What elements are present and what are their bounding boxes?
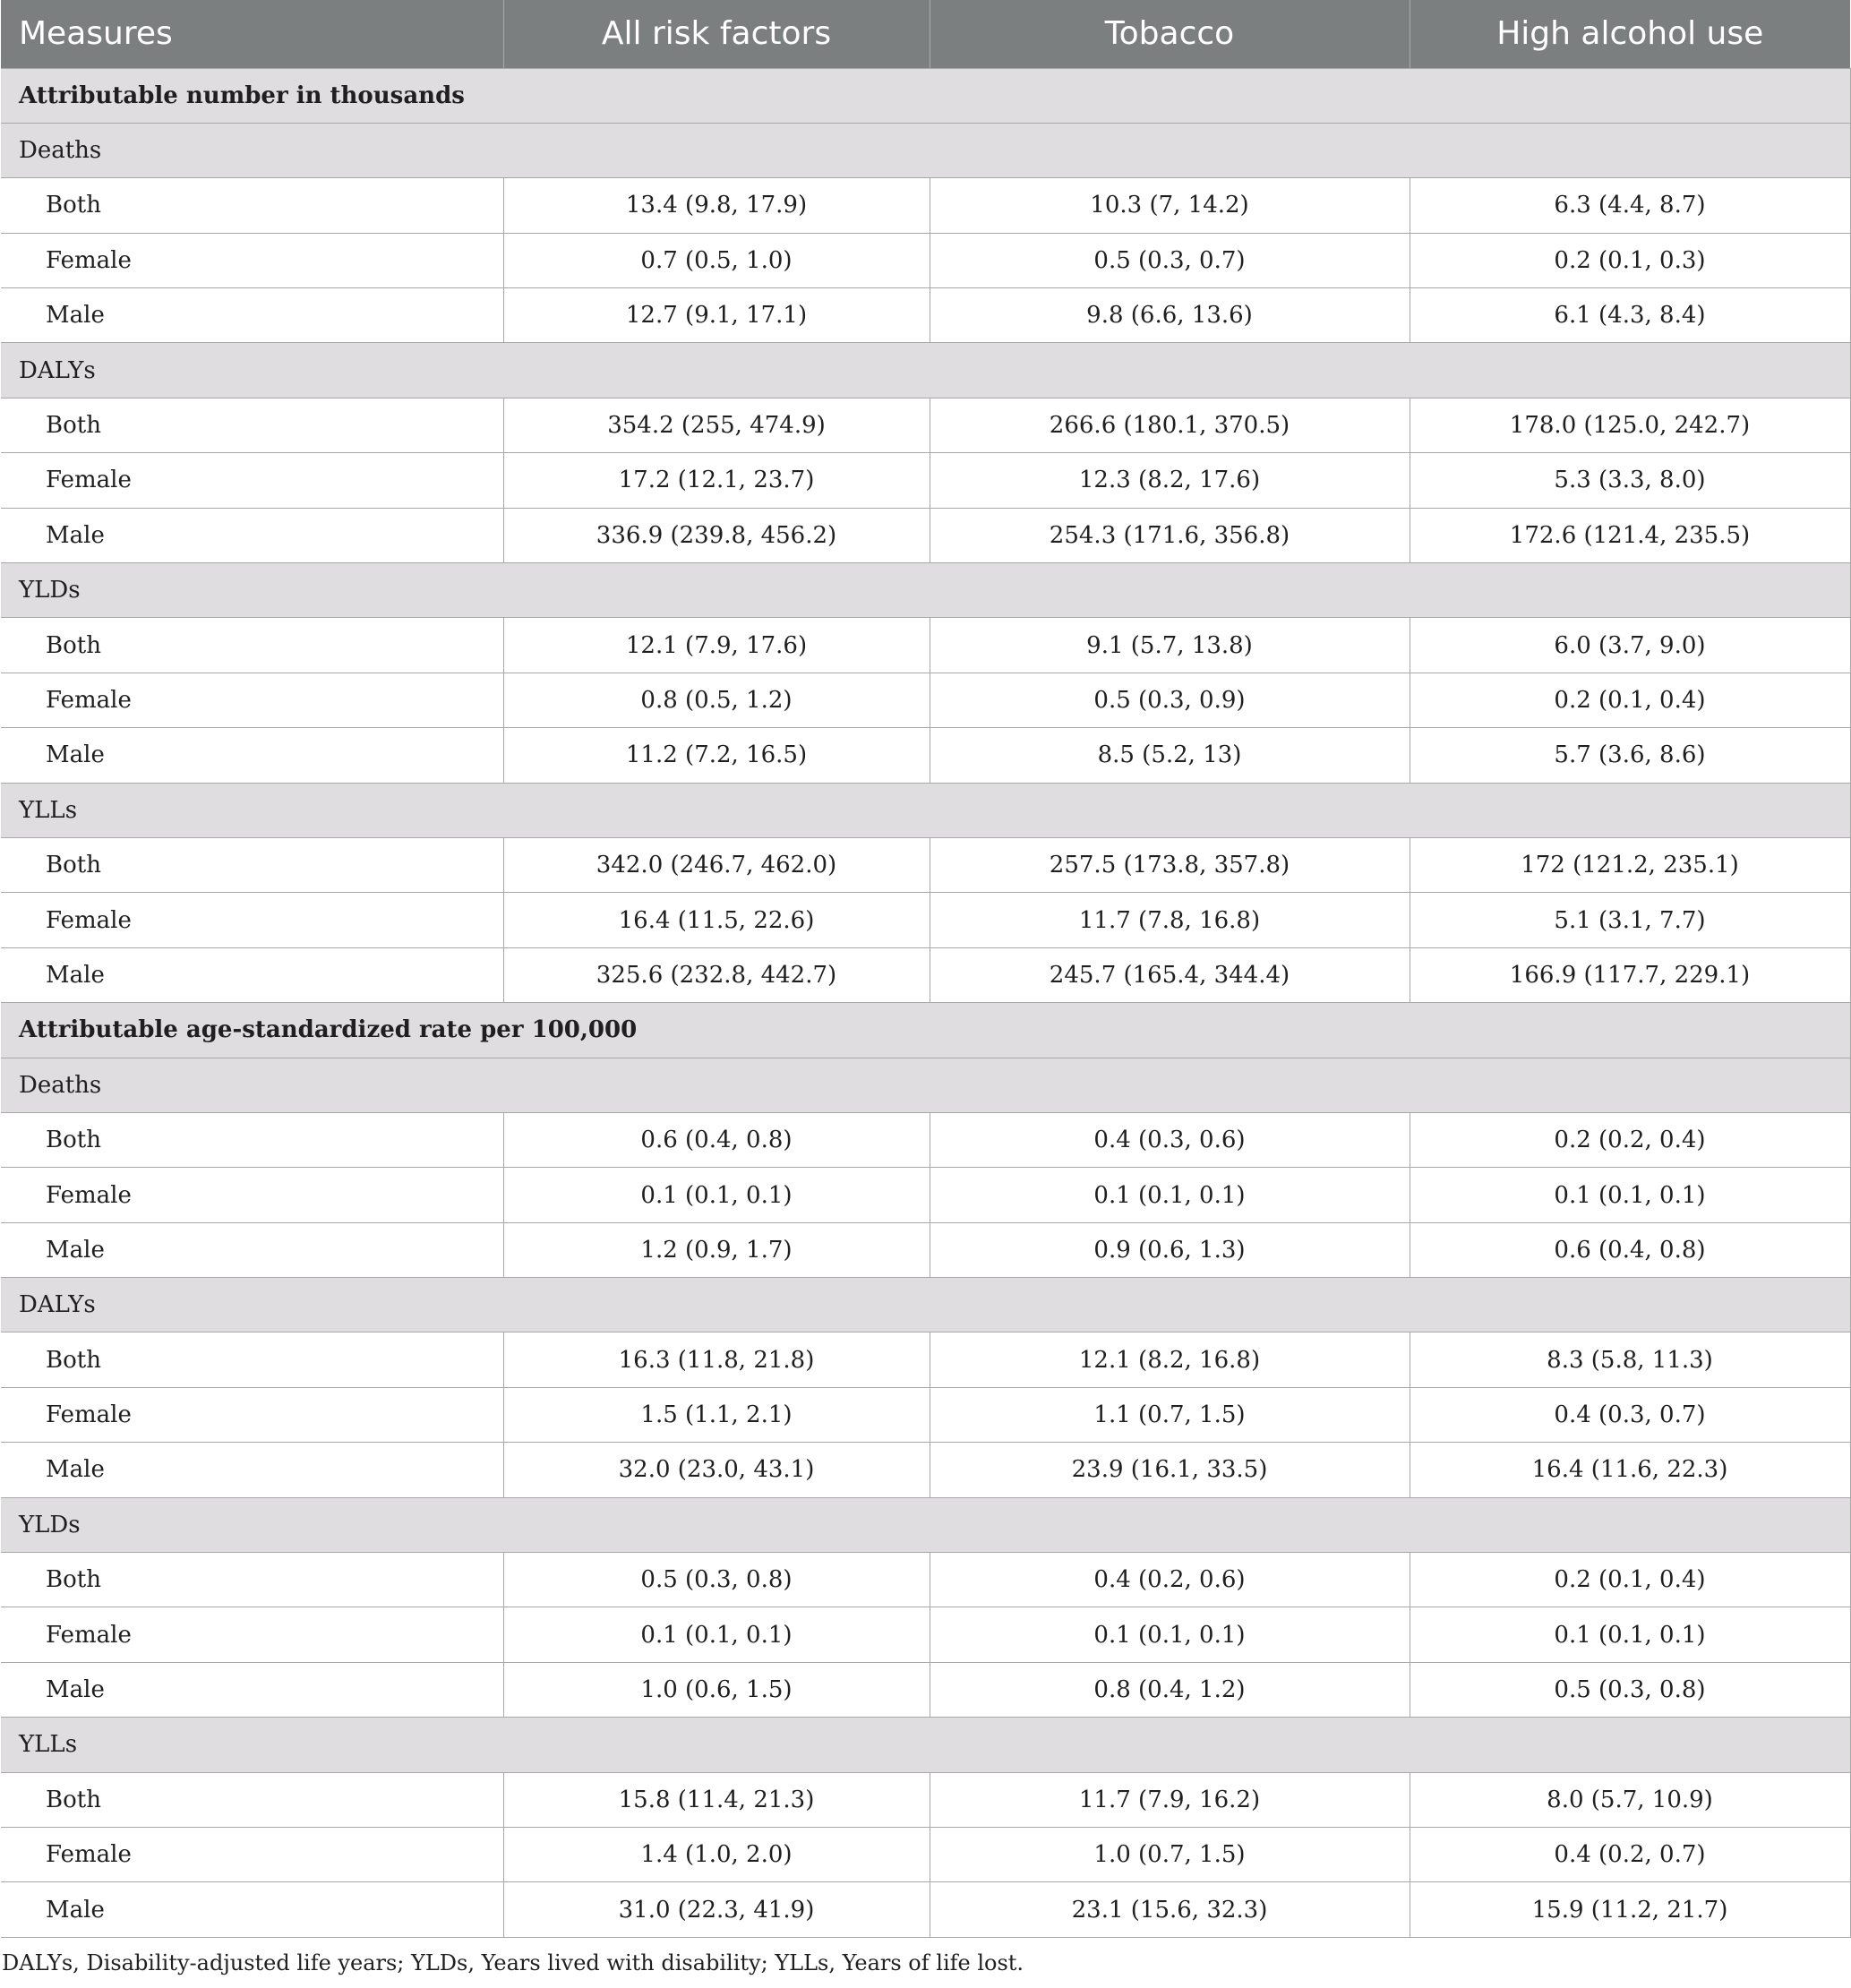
row-label: Female <box>1 673 503 727</box>
table-row <box>1 1112 1850 1167</box>
table-cell: 8.3 (5.8, 11.3) <box>1410 1332 1850 1387</box>
table-cell: 245.7 (165.4, 344.4) <box>930 947 1410 1002</box>
table-cell: 12.7 (9.1, 17.1) <box>503 288 930 343</box>
table-cell: 0.2 (0.1, 0.4) <box>1410 1553 1850 1607</box>
table-cell: 1.0 (0.7, 1.5) <box>930 1828 1410 1882</box>
table-cell: 0.5 (0.3, 0.9) <box>930 673 1410 727</box>
measure-label: YLLs <box>1 1718 1850 1772</box>
table-cell: 11.2 (7.2, 16.5) <box>503 728 930 783</box>
table-cell: 31.0 (22.3, 41.9) <box>503 1882 930 1937</box>
row-label: Female <box>1 1607 503 1662</box>
table-cell: 32.0 (23.0, 43.1) <box>503 1443 930 1497</box>
row-label: Male <box>1 1222 503 1277</box>
table-cell: 11.7 (7.8, 16.8) <box>930 893 1410 947</box>
table-cell: 254.3 (171.6, 356.8) <box>930 508 1410 562</box>
row-label: Female <box>1 453 503 508</box>
table-cell: 1.4 (1.0, 2.0) <box>503 1828 930 1882</box>
table-cell: 0.5 (0.3, 0.8) <box>1410 1662 1850 1717</box>
table-body <box>1 68 1850 1937</box>
table-cell: 8.5 (5.2, 13) <box>930 728 1410 783</box>
table-cell: 178.0 (125.0, 242.7) <box>1410 398 1850 452</box>
row-label: Both <box>1 178 503 233</box>
table-row <box>1 618 1850 673</box>
row-label: Male <box>1 1662 503 1717</box>
table-cell: 23.1 (15.6, 32.3) <box>930 1882 1410 1937</box>
row-label: Female <box>1 233 503 287</box>
table-cell: 6.1 (4.3, 8.4) <box>1410 288 1850 343</box>
table-cell: 16.4 (11.6, 22.3) <box>1410 1443 1850 1497</box>
table-cell: 0.4 (0.3, 0.7) <box>1410 1387 1850 1442</box>
table-cell: 10.3 (7, 14.2) <box>930 178 1410 233</box>
section-title: Attributable number in thousands <box>1 68 1850 123</box>
table-cell: 172 (121.2, 235.1) <box>1410 837 1850 892</box>
row-label: Male <box>1 1443 503 1497</box>
table-row <box>1 893 1850 947</box>
table-row <box>1 1662 1850 1717</box>
measure-label: YLLs <box>1 783 1850 837</box>
table-cell: 6.0 (3.7, 9.0) <box>1410 618 1850 673</box>
table-row <box>1 1168 1850 1222</box>
table-cell: 5.3 (3.3, 8.0) <box>1410 453 1850 508</box>
table-cell: 0.9 (0.6, 1.3) <box>930 1222 1410 1277</box>
table-row <box>1 1882 1850 1937</box>
table-cell: 5.1 (3.1, 7.7) <box>1410 893 1850 947</box>
measure-row <box>1 783 1850 837</box>
table-cell: 5.7 (3.6, 8.6) <box>1410 728 1850 783</box>
table-cell: 12.1 (7.9, 17.6) <box>503 618 930 673</box>
table-row <box>1 1332 1850 1387</box>
header-row <box>1 0 1850 68</box>
column-header-high-alcohol-use: High alcohol use <box>1410 0 1850 68</box>
table-cell: 23.9 (16.1, 33.5) <box>930 1443 1410 1497</box>
table-cell: 0.1 (0.1, 0.1) <box>930 1168 1410 1222</box>
table-row <box>1 1553 1850 1607</box>
table-row <box>1 178 1850 233</box>
table-cell: 166.9 (117.7, 229.1) <box>1410 947 1850 1002</box>
table-cell: 354.2 (255, 474.9) <box>503 398 930 452</box>
table-cell: 325.6 (232.8, 442.7) <box>503 947 930 1002</box>
table-footnote: DALYs, Disability-adjusted life years; YLDs, Years lived with disability; YLLs, Years of life lost. <box>2 1950 1024 1975</box>
measure-row <box>1 123 1850 177</box>
table-cell: 1.1 (0.7, 1.5) <box>930 1387 1410 1442</box>
measure-label: YLDs <box>1 563 1850 618</box>
table-cell: 336.9 (239.8, 456.2) <box>503 508 930 562</box>
table-cell: 266.6 (180.1, 370.5) <box>930 398 1410 452</box>
table-cell: 0.8 (0.5, 1.2) <box>503 673 930 727</box>
table-cell: 8.0 (5.7, 10.9) <box>1410 1772 1850 1827</box>
row-label: Female <box>1 1828 503 1882</box>
table-cell: 0.1 (0.1, 0.1) <box>503 1607 930 1662</box>
measure-label: Deaths <box>1 123 1850 177</box>
measure-label: Deaths <box>1 1058 1850 1112</box>
table-cell: 172.6 (121.4, 235.5) <box>1410 508 1850 562</box>
measure-row <box>1 1497 1850 1552</box>
table-cell: 0.1 (0.1, 0.1) <box>1410 1168 1850 1222</box>
measure-label: DALYs <box>1 343 1850 398</box>
table-row <box>1 1443 1850 1497</box>
table-cell: 0.7 (0.5, 1.0) <box>503 233 930 287</box>
row-label: Both <box>1 1112 503 1167</box>
table-cell: 6.3 (4.4, 8.7) <box>1410 178 1850 233</box>
table-cell: 0.2 (0.2, 0.4) <box>1410 1112 1850 1167</box>
table-cell: 0.6 (0.4, 0.8) <box>503 1112 930 1167</box>
table-header <box>1 0 1850 68</box>
table-cell: 0.2 (0.1, 0.3) <box>1410 233 1850 287</box>
measure-row <box>1 563 1850 618</box>
table-cell: 0.8 (0.4, 1.2) <box>930 1662 1410 1717</box>
table-row <box>1 1828 1850 1882</box>
table-row <box>1 1607 1850 1662</box>
table-cell: 257.5 (173.8, 357.8) <box>930 837 1410 892</box>
table-cell: 0.4 (0.2, 0.7) <box>1410 1828 1850 1882</box>
table-row <box>1 398 1850 452</box>
table-row <box>1 1772 1850 1827</box>
measure-row <box>1 1278 1850 1332</box>
table-cell: 1.5 (1.1, 2.1) <box>503 1387 930 1442</box>
column-header-tobacco: Tobacco <box>930 0 1410 68</box>
table-cell: 9.1 (5.7, 13.8) <box>930 618 1410 673</box>
table-cell: 12.3 (8.2, 17.6) <box>930 453 1410 508</box>
table-cell: 0.4 (0.2, 0.6) <box>930 1553 1410 1607</box>
table-cell: 1.0 (0.6, 1.5) <box>503 1662 930 1717</box>
table-row <box>1 673 1850 727</box>
table-cell: 16.4 (11.5, 22.6) <box>503 893 930 947</box>
table-row <box>1 233 1850 287</box>
row-label: Male <box>1 288 503 343</box>
row-label: Male <box>1 728 503 783</box>
row-label: Male <box>1 508 503 562</box>
table-cell: 15.9 (11.2, 21.7) <box>1410 1882 1850 1937</box>
table-cell: 342.0 (246.7, 462.0) <box>503 837 930 892</box>
row-label: Both <box>1 1553 503 1607</box>
table-row <box>1 837 1850 892</box>
table-row <box>1 453 1850 508</box>
table-cell: 17.2 (12.1, 23.7) <box>503 453 930 508</box>
table-cell: 0.1 (0.1, 0.1) <box>503 1168 930 1222</box>
table-cell: 11.7 (7.9, 16.2) <box>930 1772 1410 1827</box>
row-label: Female <box>1 893 503 947</box>
column-header-all-risk-factors: All risk factors <box>503 0 930 68</box>
row-label: Both <box>1 837 503 892</box>
section-row <box>1 1003 1850 1058</box>
row-label: Both <box>1 1332 503 1387</box>
row-label: Both <box>1 618 503 673</box>
table-cell: 1.2 (0.9, 1.7) <box>503 1222 930 1277</box>
table-cell: 12.1 (8.2, 16.8) <box>930 1332 1410 1387</box>
table-cell: 0.5 (0.3, 0.7) <box>930 233 1410 287</box>
measure-row <box>1 343 1850 398</box>
column-header-measures: Measures <box>1 0 503 68</box>
row-label: Female <box>1 1168 503 1222</box>
table-cell: 0.4 (0.3, 0.6) <box>930 1112 1410 1167</box>
row-label: Male <box>1 947 503 1002</box>
table-cell: 16.3 (11.8, 21.8) <box>503 1332 930 1387</box>
measure-label: DALYs <box>1 1278 1850 1332</box>
table-row <box>1 947 1850 1002</box>
table-row <box>1 288 1850 343</box>
section-title: Attributable age-standardized rate per 100,000 <box>1 1003 1850 1058</box>
table-row <box>1 1387 1850 1442</box>
table-cell: 0.6 (0.4, 0.8) <box>1410 1222 1850 1277</box>
table-cell: 0.5 (0.3, 0.8) <box>503 1553 930 1607</box>
row-label: Both <box>1 398 503 452</box>
table-cell: 9.8 (6.6, 13.6) <box>930 288 1410 343</box>
measure-row <box>1 1718 1850 1772</box>
section-row <box>1 68 1850 123</box>
measure-row <box>1 1058 1850 1112</box>
table-cell: 15.8 (11.4, 21.3) <box>503 1772 930 1827</box>
measure-label: YLDs <box>1 1497 1850 1552</box>
table-cell: 0.1 (0.1, 0.1) <box>930 1607 1410 1662</box>
row-label: Female <box>1 1387 503 1442</box>
row-label: Male <box>1 1882 503 1937</box>
table-cell: 13.4 (9.8, 17.9) <box>503 178 930 233</box>
table-row <box>1 1222 1850 1277</box>
table-row <box>1 728 1850 783</box>
table-cell: 0.2 (0.1, 0.4) <box>1410 673 1850 727</box>
risk-factor-table <box>1 0 1851 1938</box>
table-row <box>1 508 1850 562</box>
row-label: Both <box>1 1772 503 1827</box>
table-cell: 0.1 (0.1, 0.1) <box>1410 1607 1850 1662</box>
